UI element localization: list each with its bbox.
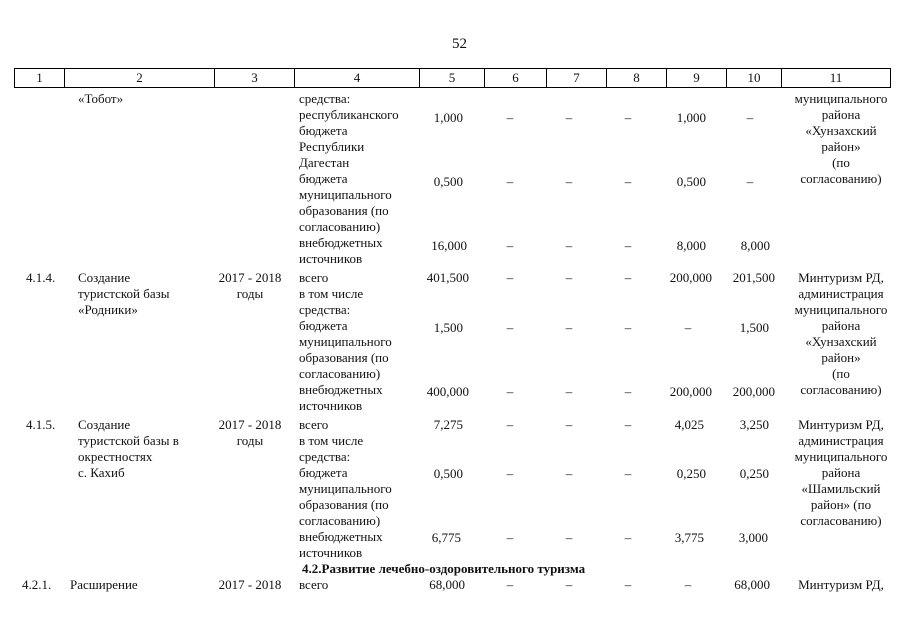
- value-col5: 1,500: [433, 320, 463, 335]
- value-col8: –: [624, 530, 632, 545]
- value-col9: 8,000: [676, 238, 706, 253]
- value-col9: –: [684, 320, 692, 335]
- responsible-executor: Минтуризм РД,: [798, 577, 884, 592]
- header-col-9: 9: [667, 69, 727, 87]
- responsible-executor: муниципального района «Хунзахский район» (по согласованию): [794, 91, 888, 186]
- value-col9: 4,025: [674, 417, 704, 432]
- value-col6: –: [506, 417, 514, 432]
- value-col6: –: [506, 384, 514, 399]
- value-col7: –: [565, 238, 573, 253]
- value-col10: –: [746, 174, 754, 189]
- value-col7: –: [565, 384, 573, 399]
- value-col10: 200,000: [732, 384, 775, 399]
- value-col6: –: [506, 320, 514, 335]
- value-col7: –: [565, 174, 573, 189]
- value-col7: –: [565, 270, 573, 285]
- value-col8: –: [624, 320, 632, 335]
- value-col10: 0,250: [739, 466, 769, 481]
- item-number: 4.1.4.: [26, 270, 56, 285]
- funding-source-list: средства: республиканского бюджета Республики Дагестан бюджета муниципального образования (по согласованию) внебюджетных источников: [299, 91, 399, 266]
- value-col9: 200,000: [669, 270, 712, 285]
- funding-source: всего: [299, 577, 329, 592]
- item-years: 2017 - 2018: [218, 577, 282, 592]
- value-col10: 8,000: [740, 238, 770, 253]
- value-col8: –: [624, 466, 632, 481]
- value-col9: 0,250: [676, 466, 706, 481]
- value-col6: –: [506, 530, 514, 545]
- item-years: 2017 - 2018 годы: [218, 270, 282, 301]
- item-name: Создание туристской базы «Родники»: [78, 270, 170, 317]
- value-col8: –: [624, 238, 632, 253]
- table-header-row: [14, 68, 891, 88]
- value-col10: 1,500: [739, 320, 769, 335]
- header-col-2: 2: [65, 69, 215, 87]
- header-col-4: 4: [295, 69, 420, 87]
- header-col-8: 8: [607, 69, 667, 87]
- header-col-3: 3: [215, 69, 295, 87]
- value-col6: –: [506, 270, 514, 285]
- value-col5: 6,775: [431, 530, 461, 545]
- value-col7: –: [565, 530, 573, 545]
- value-col6: –: [506, 110, 514, 125]
- header-col-7: 7: [547, 69, 607, 87]
- value-col5: 1,000: [433, 110, 463, 125]
- value-col8: –: [624, 174, 632, 189]
- value-col10: –: [746, 110, 754, 125]
- item-name: Расширение: [70, 577, 138, 592]
- value-col10: 3,250: [739, 417, 769, 432]
- value-col5: 16,000: [431, 238, 467, 253]
- value-col9: 200,000: [669, 384, 712, 399]
- value-col8: –: [624, 270, 632, 285]
- value-col9: 1,000: [676, 110, 706, 125]
- value-col7: –: [565, 320, 573, 335]
- header-col-10: 10: [727, 69, 782, 87]
- funding-source-list: всего в том числе средства: бюджета муниципального образования (по согласованию) внебюджетных источников: [299, 270, 392, 413]
- item-number: 4.1.5.: [26, 417, 56, 432]
- value-col5: 0,500: [433, 174, 463, 189]
- header-col-11: 11: [829, 70, 843, 85]
- value-col9: 3,775: [674, 530, 704, 545]
- item-name: «Тобот»: [78, 91, 124, 106]
- value-col10: 68,000: [734, 577, 770, 592]
- value-col6: –: [506, 174, 514, 189]
- responsible-executor: Минтуризм РД, администрация муниципального района «Хунзахский район» (по согласованию): [794, 270, 888, 397]
- header-col-5: 5: [420, 69, 485, 87]
- section-title: 4.2.Развитие лечебно-оздоровительного туризма: [302, 561, 586, 576]
- value-col9: –: [684, 577, 692, 592]
- value-col9: 0,500: [676, 174, 706, 189]
- value-col8: –: [624, 577, 632, 592]
- value-col5: 401,500: [426, 270, 469, 285]
- item-number: 4.2.1.: [22, 577, 52, 592]
- value-col5: 0,500: [433, 466, 463, 481]
- value-col5: 400,000: [426, 384, 469, 399]
- item-years: 2017 - 2018 годы: [218, 417, 282, 448]
- funding-source-list: всего в том числе средства: бюджета муниципального образования (по согласованию) внебюджетных источников: [299, 417, 392, 560]
- value-col6: –: [506, 466, 514, 481]
- responsible-executor: Минтуризм РД, администрация муниципального района «Шамильский район» (по согласованию): [794, 417, 888, 528]
- value-col10: 201,500: [732, 270, 775, 285]
- value-col5: 68,000: [429, 577, 465, 592]
- page-number: 52: [452, 36, 467, 52]
- value-col7: –: [565, 110, 573, 125]
- value-col6: –: [506, 238, 514, 253]
- value-col10: 3,000: [738, 530, 768, 545]
- header-col-6: 6: [485, 69, 547, 87]
- item-name: Создание туристской базы в окрестностях с. Кахиб: [78, 417, 179, 480]
- value-col8: –: [624, 384, 632, 399]
- value-col8: –: [624, 417, 632, 432]
- header-col-1: 1: [15, 69, 65, 87]
- value-col5: 7,275: [433, 417, 463, 432]
- value-col7: –: [565, 466, 573, 481]
- value-col7: –: [565, 577, 573, 592]
- value-col6: –: [506, 577, 514, 592]
- value-col7: –: [565, 417, 573, 432]
- value-col8: –: [624, 110, 632, 125]
